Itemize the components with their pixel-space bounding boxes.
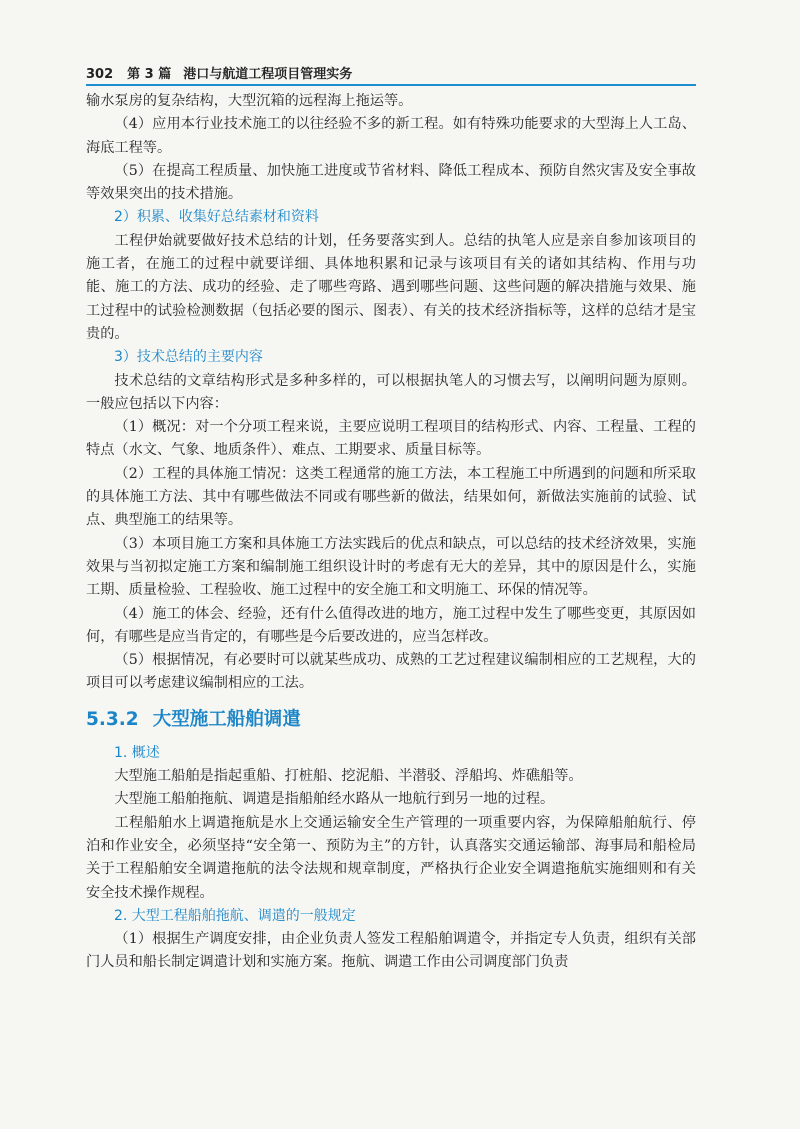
subsection-heading: 2）积累、收集好总结素材和资料 (114, 209, 319, 226)
body-paragraph: （3）本项目施工方案和具体施工方法实践后的优点和缺点，可以总结的技术经济效果，实施效果与当初拟定施工方案和编制施工组织设计时的考虑有无大的差异，其中的原因是什么，实施工期、质量检验、工程验收、施工过程中的安全施工和文明施工、环保的情况等。 (86, 535, 696, 599)
page-number: 302 (86, 67, 114, 82)
body-paragraph: （5）根据情况，有必要时可以就某些成功、成熟的工艺过程建议编制相应的工艺规程，大的项目可以考虑建议编制相应的工法。 (86, 652, 696, 692)
body-paragraph: 大型施工船舶是指起重船、打桩船、挖泥船、半潜驳、浮船坞、炸礁船等。 (114, 768, 583, 785)
topic-heading: 1. 概述 (114, 744, 160, 761)
part-label: 第 3 篇 (127, 67, 172, 82)
body-paragraph: （2）工程的具体施工情况：这类工程通常的施工方法，本工程施工中所遇到的问题和所采取的具体施工方法、其中有哪些做法不同或有哪些新的做法，结果如何，新做法实施前的试验、试点、典型施工的结果等。 (86, 465, 696, 529)
page-body (86, 90, 696, 975)
body-paragraph: （4）应用本行业技术施工的以往经验不多的新工程。如有特殊功能要求的大型海上人工岛、海底工程等。 (86, 116, 696, 156)
section-title: 大型施工船舶调遣 (152, 708, 301, 730)
body-paragraph: （1）根据生产调度安排，由企业负责人签发工程船舶调遣令，并指定专人负责，组织有关部门人员和船长制定调遣计划和实施方案。拖航、调遣工作由公司调度部门负责 (86, 931, 696, 971)
body-paragraph: （5）在提高工程质量、加快施工进度或节省材料、降低工程成本、预防自然灾害及安全事故等效果突出的技术措施。 (86, 162, 696, 203)
body-paragraph: 工程伊始就要做好技术总结的计划，任务要落实到人。总结的执笔人应是亲自参加该项目的施工者，在施工的过程中就要详细、具体地积累和记录与该项目有关的诸如其结构、作用与功能、施工的方法、成功的经验、走了哪些弯路、遇到哪些问题、这些问题的解决措施与效果、施工过程中的试验检测数据（包括必要的图示、图表）、有关的技术经济指标等，这样的总结才是宝贵的。 (86, 232, 696, 342)
topic-heading: 2. 大型工程船舶拖航、调遣的一般规定 (114, 907, 356, 924)
body-paragraph: 技术总结的文章结构形式是多种多样的，可以根据执笔人的习惯去写，以阐明问题为原则。一般应包括以下内容： (86, 372, 696, 412)
body-paragraph: 输水泵房的复杂结构，大型沉箱的远程海上拖运等。 (86, 93, 413, 109)
body-paragraph: （4）施工的体会、经验，还有什么值得改进的地方，施工过程中发生了哪些变更，其原因如何，有哪些是应当肯定的，有哪些是今后要改进的，应当怎样改。 (86, 605, 696, 645)
body-paragraph: （1）概况：对一个分项工程来说，主要应说明工程项目的结构形式、内容、工程量、工程的特点（水文、气象、地质条件）、难点、工期要求、质量目标等。 (86, 419, 696, 459)
page-header (86, 60, 696, 86)
subsection-heading: 3）技术总结的主要内容 (114, 349, 263, 366)
section-number: 5.3.2 (86, 708, 139, 730)
body-paragraph: 工程船舶水上调遣拖航是水上交通运输安全生产管理的一项重要内容，为保障船舶航行、停泊和作业安全，必须坚持“安全第一、预防为主”的方针，认真落实交通运输部、海事局和船检局关于工程船舶安全调遣拖航的法令法规和规章制度，严格执行企业安全调遣拖航实施细则和有关安全技术操作规程。 (86, 814, 696, 901)
part-title: 港口与航道工程项目管理实务 (183, 67, 353, 82)
body-paragraph: 大型施工船舶拖航、调遣是指船舶经水路从一地航行到另一地的过程。 (114, 791, 555, 808)
section-heading (86, 707, 696, 733)
